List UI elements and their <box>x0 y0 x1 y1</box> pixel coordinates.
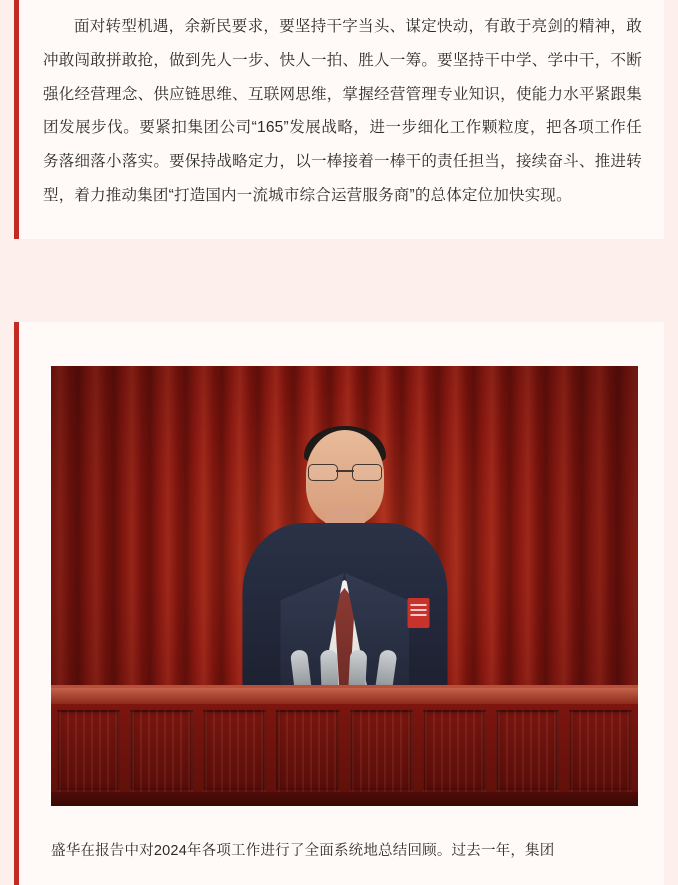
article-image-card <box>14 322 664 885</box>
podium-panel <box>57 710 120 792</box>
article-paragraph: 面对转型机遇，余新民要求，要坚持干字当头、谋定快动，有敢于亮剑的精神，敢冲敢闯敢拼敢抢，做到先人一步、快人一拍、胜人一筹。要坚持干中学、学中干，不断强化经营理念、供应链思维、互联网思维，掌握经营管理专业知识，使能力水平紧跟集团发展步伐。要紧扣集团公司“165”发展战略，进一步细化工作颗粒度，把各项工作任务落细落小落实。要保持战略定力，以一棒接着一棒干的责任担当，接续奋斗、推进转型，着力推动集团“打造国内一流城市综合运营服务商”的总体定位加快实现。 <box>43 18 642 204</box>
article-text-card <box>14 0 664 239</box>
delegate-badge <box>407 598 429 628</box>
glasses-lens-left <box>308 464 338 481</box>
podium-desk-top <box>51 688 638 704</box>
podium-panel <box>423 710 486 792</box>
conference-speech-photo <box>51 366 638 806</box>
podium-panel <box>276 710 339 792</box>
glasses-lens-right <box>352 464 382 481</box>
podium-panel <box>130 710 193 792</box>
podium-panel <box>496 710 559 792</box>
podium-base <box>51 792 638 806</box>
podium-panel <box>203 710 266 792</box>
podium-panel <box>569 710 632 792</box>
podium-panel <box>350 710 413 792</box>
badge-text-lines <box>410 604 426 606</box>
podium-desk <box>51 685 638 806</box>
glasses-icon <box>308 464 382 480</box>
podium-panel-row <box>51 710 638 792</box>
photo-caption: 盛华在报告中对2024年各项工作进行了全面系统地总结回顾。过去一年，集团 <box>51 843 555 859</box>
